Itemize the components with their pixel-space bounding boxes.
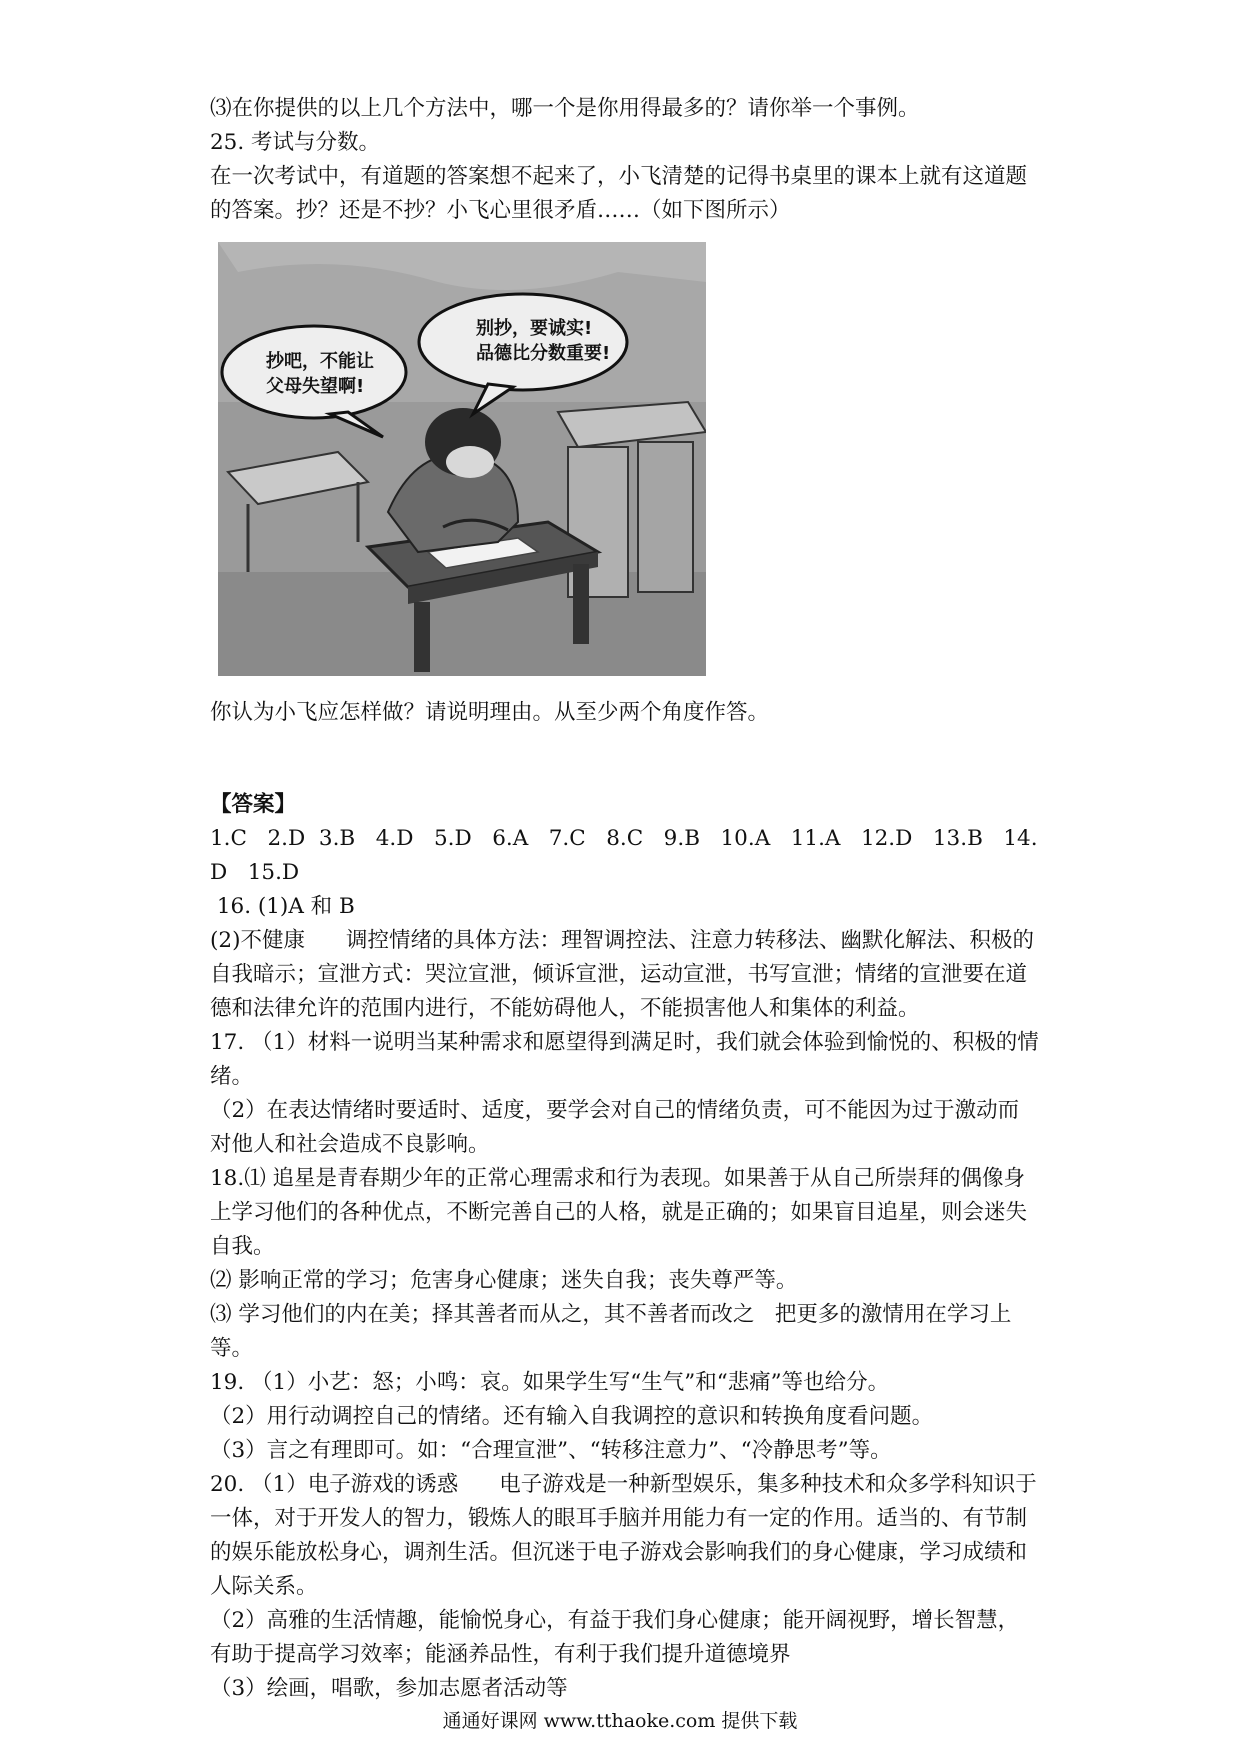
q25-title: 25. 考试与分数。: [210, 130, 381, 155]
answer-line: (2)不健康 调控情绪的具体方法：理智调控法、注意力转移法、幽默化解法、积极的自我暗示；宣泄方式：哭泣宣泄，倾诉宣泄，运动宣泄，书写宣泄；情绪的宣泄要在道德和法律允许的范围内进行，不能妨碍他人，不能损害他人和集体的利益。: [210, 928, 1034, 1021]
page-footer: 通通好课网 www.tthaoke.com 提供下载: [442, 1710, 798, 1732]
bubble-right-line1: 别抄，要诚实!: [476, 318, 593, 339]
q25-intro: 在一次考试中，有道题的答案想不起来了，小飞清楚的记得书桌里的课本上就有这道题的答案。抄？还是不抄？小飞心里很矛盾……（如下图所示）: [210, 164, 1028, 223]
document-body: [210, 92, 1040, 1706]
answer-line: ⑶ 学习他们的内在美；择其善者而从之，其不善者而改之 把更多的激情用在学习上等。: [210, 1302, 1012, 1361]
answer-line: （2）高雅的生活情趣，能愉悦身心，有益于我们身心健康；能开阔视野，增长智慧，有助于提高学习效率；能涵养品性，有利于我们提升道德境界: [210, 1608, 1020, 1667]
bubble-left-line2: 父母失望啊!: [266, 376, 365, 397]
answer-line: （3）言之有理即可。如：“合理宣泄”、“转移注意力”、“冷静思考”等。: [210, 1438, 892, 1463]
answer-title: 【答案】: [210, 792, 297, 817]
answer-line: （2）用行动调控自己的情绪。还有输入自我调控的意识和转换角度看问题。: [210, 1404, 934, 1429]
answer-line: 20. （1）电子游戏的诱惑 电子游戏是一种新型娱乐，集多种技术和众多学科知识于一体，对于开发人的智力，锻炼人的眼耳手脑并用能力有一定的作用。适当的、有节制的娱乐能放松身心，调剂生活。但沉迷于电子游戏会影响我们的身心健康，学习成绩和人际关系。: [210, 1472, 1037, 1599]
answer-line: ⑵ 影响正常的学习；危害身心健康；迷失自我；丧失尊严等。: [210, 1268, 798, 1293]
q25-prompt: 你认为小飞应怎样做？请说明理由。从至少两个角度作答。: [210, 700, 770, 725]
answer-line: 17. （1）材料一说明当某种需求和愿望得到满足时，我们就会体验到愉悦的、积极的情绪。: [210, 1030, 1039, 1089]
bubble-left-line1: 抄吧，不能让: [266, 351, 374, 372]
answer-line: 1.C 2.D 3.B 4.D 5.D 6.A 7.C 8.C 9.B 10.A 11.A 12.D 13.B 14.D 15.D: [210, 826, 1038, 885]
answer-line: 18.⑴ 追星是青春期少年的正常心理需求和行为表现。如果善于从自己所崇拜的偶像身上学习他们的各种优点，不断完善自己的人格，就是正确的；如果盲目追星，则会迷失自我。: [210, 1166, 1028, 1259]
cartoon-illustration: [218, 242, 706, 676]
answer-line: 16. (1)A 和 B: [210, 894, 355, 919]
q24-part3: ⑶在你提供的以上几个方法中，哪一个是你用得最多的？请你举一个事例。: [210, 96, 920, 121]
answer-line: （2）在表达情绪时要适时、适度，要学会对自己的情绪负责，可不能因为过于激动而对他人和社会造成不良影响。: [210, 1098, 1020, 1157]
answer-line: （3）绘画，唱歌，参加志愿者活动等: [210, 1676, 568, 1701]
bubble-right-line2: 品德比分数重要!: [476, 343, 611, 364]
answer-line: 19. （1）小艺：怒；小鸣：哀。如果学生写“生气”和“悲痛”等也给分。: [210, 1370, 890, 1395]
